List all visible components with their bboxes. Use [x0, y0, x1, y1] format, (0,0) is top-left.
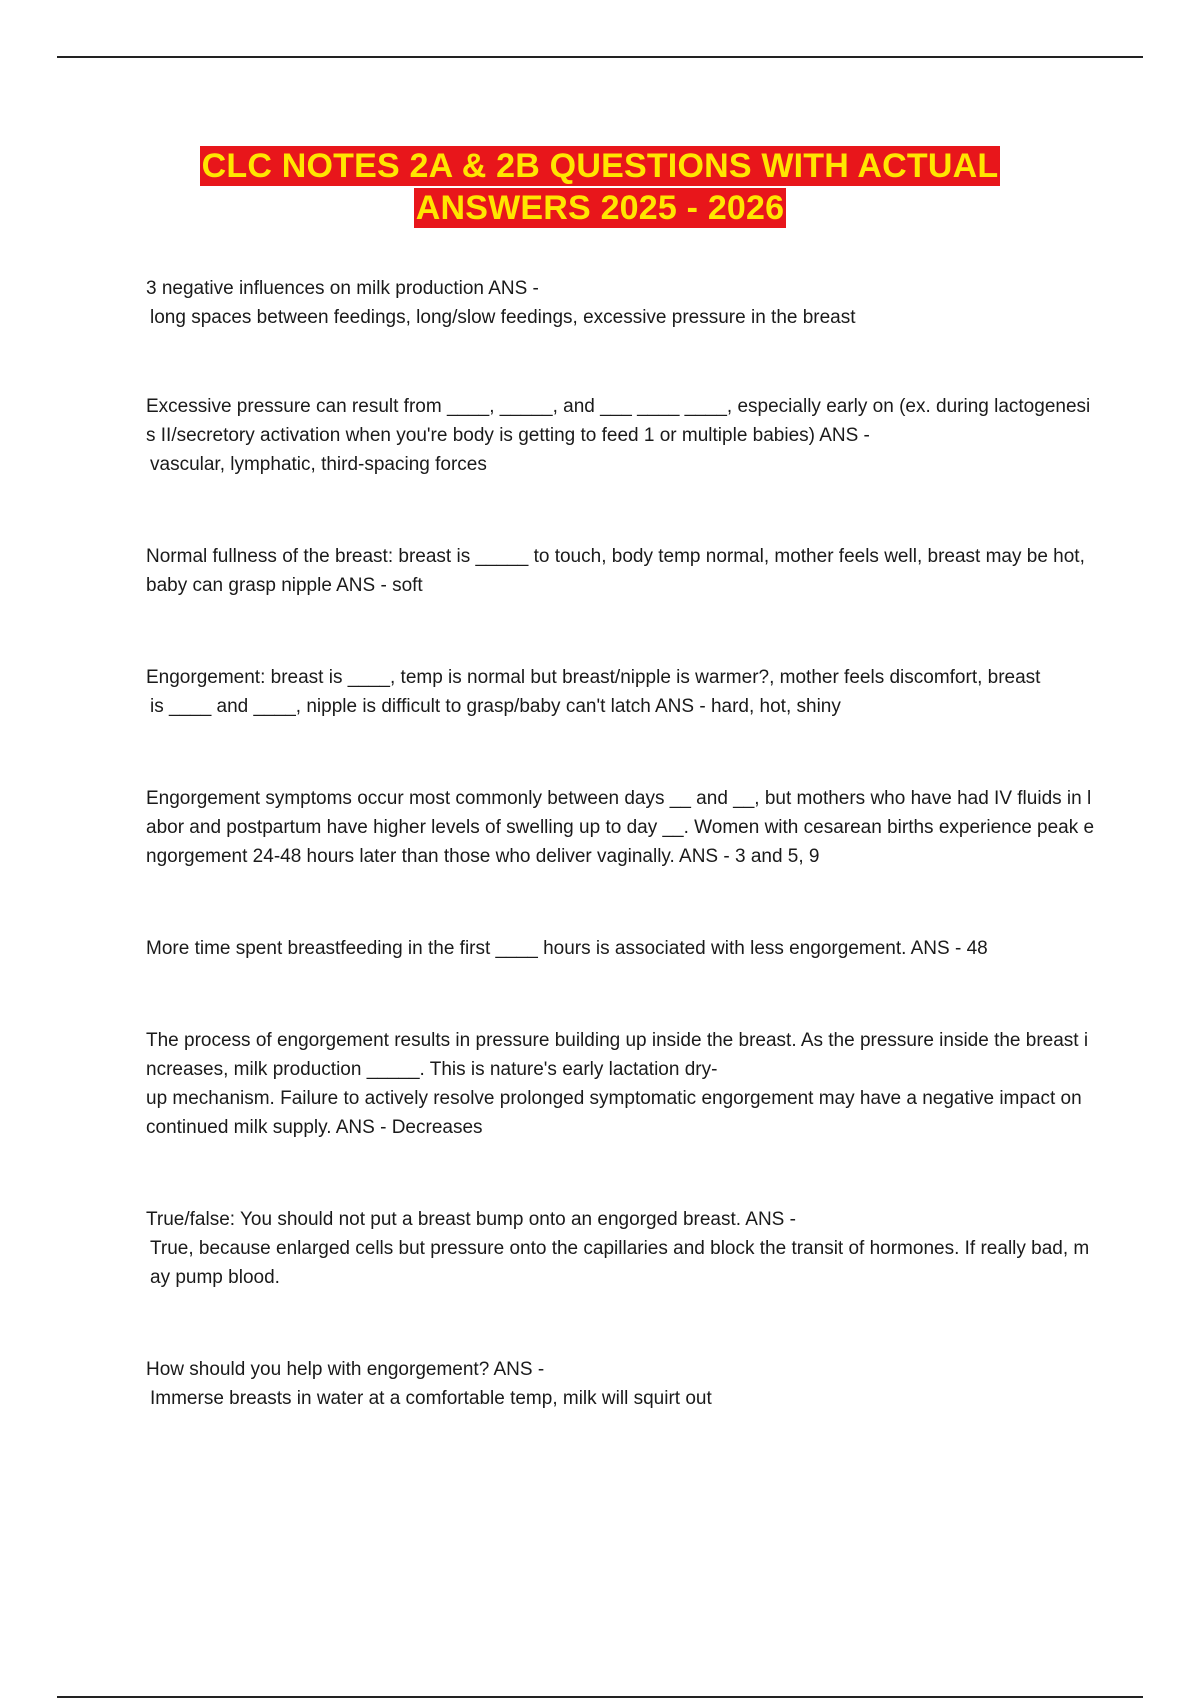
title-line-2: ANSWERS 2025 - 2026: [415, 189, 785, 227]
qa-list: [146, 274, 1096, 1413]
document-title: [0, 146, 1200, 228]
qa-item: [146, 934, 1096, 963]
answer-text: True, because enlarged cells but pressure onto the capillaries and block the transit of hormones. If really bad, may pump blood.: [150, 1238, 1090, 1288]
question-text: Normal fullness of the breast: breast is _____ to touch, body temp normal, mother feels well, breast may be hot, baby can grasp nipple ANS - soft: [146, 546, 1085, 596]
question-text: 3 negative influences on milk production ANS -: [146, 278, 539, 299]
answer-text: is ____ and ____, nipple is difficult to grasp/baby can't latch ANS - hard, hot, shiny: [150, 696, 841, 717]
question-text: The process of engorgement results in pressure building up inside the breast. As the pressure inside the breast increases, milk production _____. This is nature's early lactation dry-: [146, 1030, 1089, 1080]
question-text: True/false: You should not put a breast bump onto an engorged breast. ANS -: [146, 1209, 796, 1230]
qa-item: [146, 542, 1096, 600]
answer-text: up mechanism. Failure to actively resolve prolonged symptomatic engorgement may have a negative impact on continued milk supply. ANS - Decreases: [146, 1088, 1082, 1138]
qa-item: [146, 392, 1096, 479]
question-text: More time spent breastfeeding in the first ____ hours is associated with less engorgement. ANS - 48: [146, 938, 988, 959]
answer-text: long spaces between feedings, long/slow feedings, excessive pressure in the breast: [150, 307, 856, 328]
qa-item: [146, 663, 1096, 721]
qa-item: [146, 274, 1096, 332]
question-text: Engorgement: breast is ____, temp is normal but breast/nipple is warmer?, mother feels discomfort, breast: [146, 667, 1041, 688]
top-rule: [57, 56, 1143, 58]
title-line-1: CLC NOTES 2A & 2B QUESTIONS WITH ACTUAL: [201, 147, 999, 185]
qa-item: [146, 1026, 1096, 1142]
question-text: Engorgement symptoms occur most commonly between days __ and __, but mothers who have had IV fluids in labor and postpartum have higher levels of swelling up to day __. Women with cesarean births experience peak engorgement 24-48 hours later than those who deliver vaginally. ANS - 3 and 5, 9: [146, 788, 1095, 867]
qa-item: [146, 784, 1096, 871]
answer-text: vascular, lymphatic, third-spacing forces: [150, 454, 487, 475]
question-text: How should you help with engorgement? ANS -: [146, 1359, 545, 1380]
question-text: Excessive pressure can result from ____, _____, and ___ ____ ____, especially early on (ex. during lactogenesis II/secretory activation when you're body is getting to feed 1 or multiple babies) ANS -: [146, 396, 1091, 446]
qa-item: [146, 1355, 1096, 1413]
qa-item: [146, 1205, 1096, 1292]
bottom-rule: [57, 1696, 1143, 1698]
answer-text: Immerse breasts in water at a comfortable temp, milk will squirt out: [150, 1388, 712, 1409]
